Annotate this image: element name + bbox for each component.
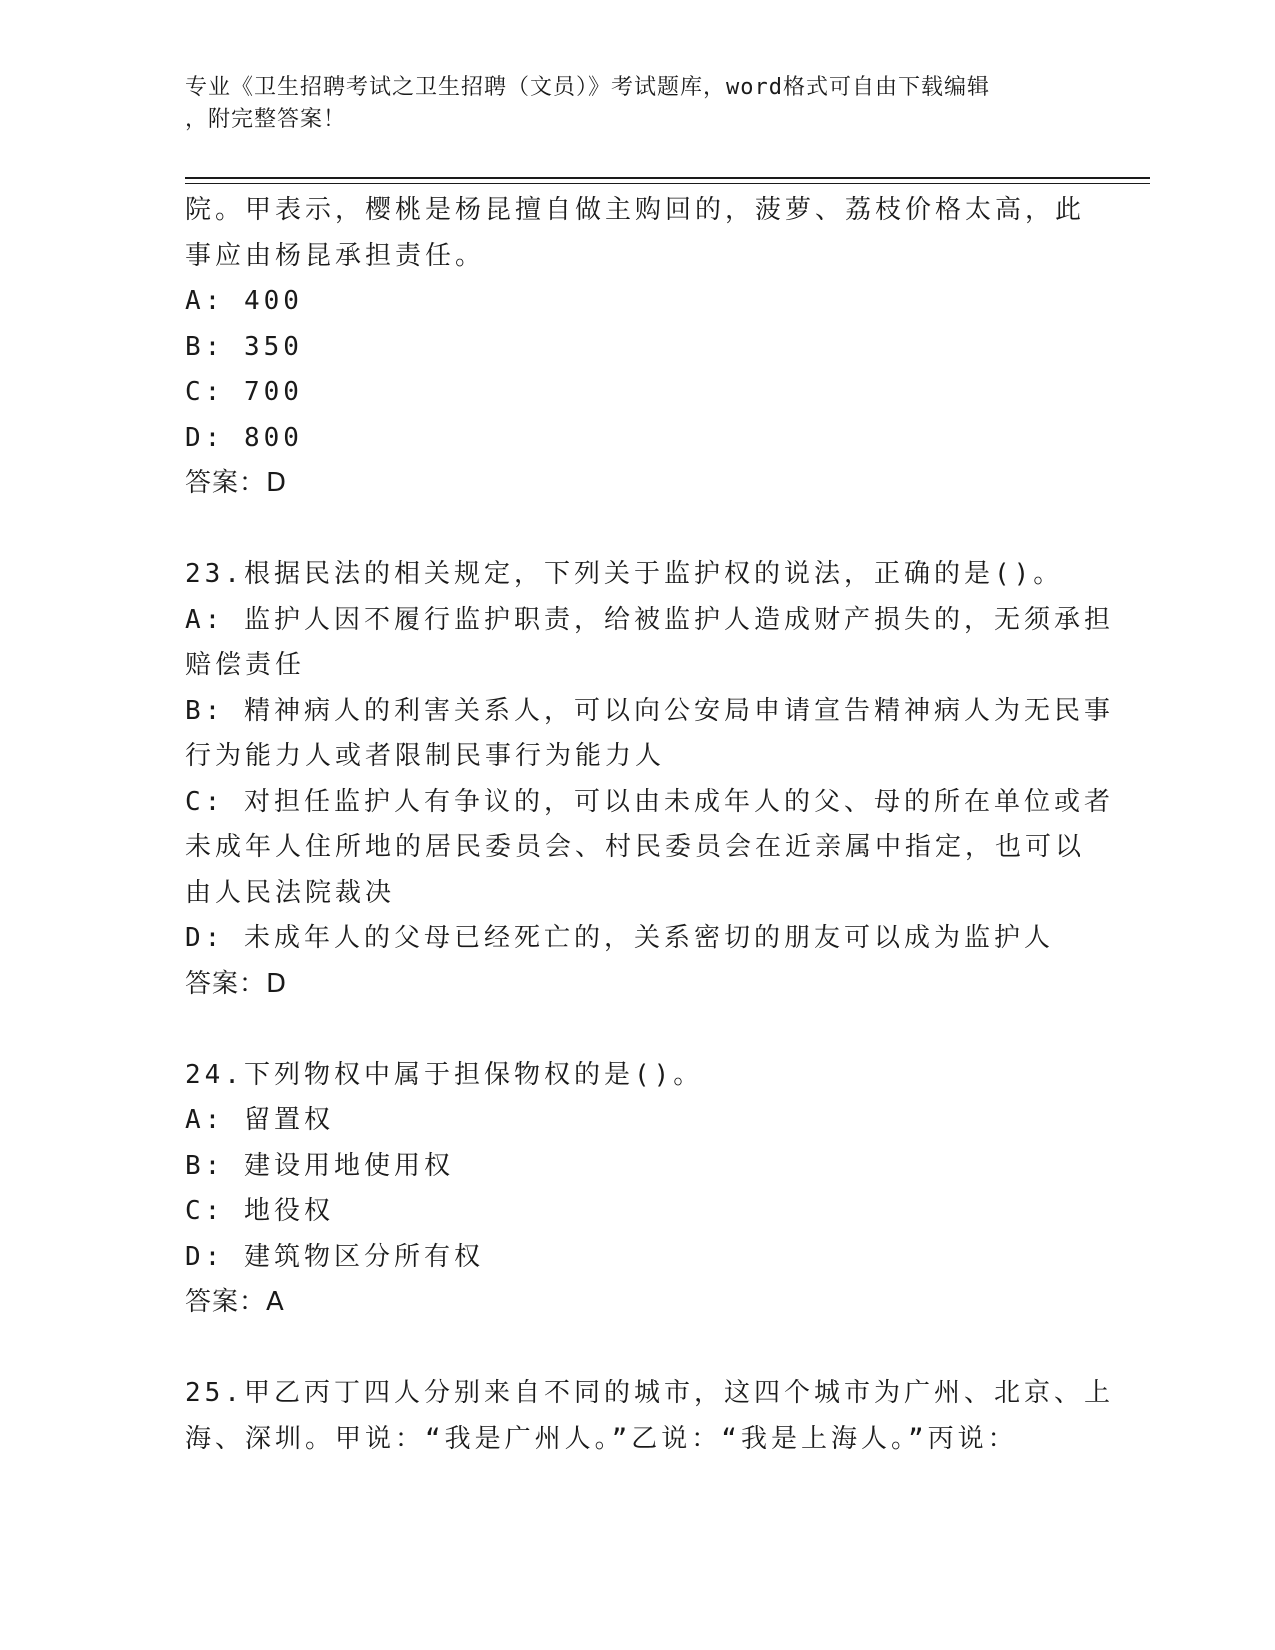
question-22-option-d: D: 800 xyxy=(185,422,303,453)
question-23 xyxy=(185,552,1114,1007)
question-24-option-c: C: 地役权 xyxy=(185,1196,334,1226)
question-23-option-c-cont: 未成年人住所地的居民委员会、村民委员会在近亲属中指定，也可以 xyxy=(185,832,1086,862)
question-25 xyxy=(185,1371,1114,1462)
question-22-option-b: B: 350 xyxy=(185,331,303,362)
question-22-option-c: C: 700 xyxy=(185,377,303,407)
question-24-stem: 24.下列物权中属于担保物权的是()。 xyxy=(185,1059,704,1090)
question-23-answer: 答案：D xyxy=(185,968,288,999)
question-22-stem-line: 院。甲表示，樱桃是杨昆擅自做主购回的，菠萝、荔枝价格太高，此 xyxy=(185,195,1086,225)
question-23-option-c-cont: 由人民法院裁决 xyxy=(185,877,396,908)
question-24-option-d: D: 建筑物区分所有权 xyxy=(185,1241,484,1272)
question-23-option-a-cont: 赔偿责任 xyxy=(185,650,306,680)
header-divider-thin xyxy=(185,183,1150,184)
header-divider-thick xyxy=(185,177,1150,179)
header-line-1: 专业《卫生招聘考试之卫生招聘（文员）》考试题库，word格式可自由下载编辑 xyxy=(185,75,990,100)
question-25-stem-line: 海、深圳。甲说：“我是广州人。”乙说：“我是上海人。”丙说： xyxy=(185,1423,1018,1454)
question-23-option-d: D: 未成年人的父母已经死亡的，关系密切的朋友可以成为监护人 xyxy=(185,923,1054,953)
header-line-2: ，附完整答案！ xyxy=(185,107,347,132)
question-23-stem: 23.根据民法的相关规定，下列关于监护权的说法，正确的是()。 xyxy=(185,559,1064,589)
question-22 xyxy=(185,188,1085,507)
question-24-option-b: B: 建设用地使用权 xyxy=(185,1150,454,1181)
question-25-stem-line: 25.甲乙丙丁四人分别来自不同的城市，这四个城市为广州、北京、上 xyxy=(185,1378,1114,1408)
question-22-option-a: A: 400 xyxy=(185,286,303,316)
question-22-answer: 答案：D xyxy=(185,468,288,498)
question-24-answer: 答案：A xyxy=(185,1287,285,1317)
question-22-stem-line: 事应由杨昆承担责任。 xyxy=(185,240,486,271)
document-header xyxy=(185,72,1085,136)
question-24-option-a: A: 留置权 xyxy=(185,1105,334,1135)
question-23-option-b-cont: 行为能力人或者限制民事行为能力人 xyxy=(185,741,666,771)
question-23-option-a: A: 监护人因不履行监护职责，给被监护人造成财产损失的，无须承担 xyxy=(185,604,1114,635)
question-23-option-b: B: 精神病人的利害关系人，可以向公安局申请宣告精神病人为无民事 xyxy=(185,695,1114,726)
question-23-option-c: C: 对担任监护人有争议的，可以由未成年人的父、母的所在单位或者 xyxy=(185,786,1114,817)
document-body xyxy=(185,188,1114,1462)
question-24 xyxy=(185,1053,1085,1326)
